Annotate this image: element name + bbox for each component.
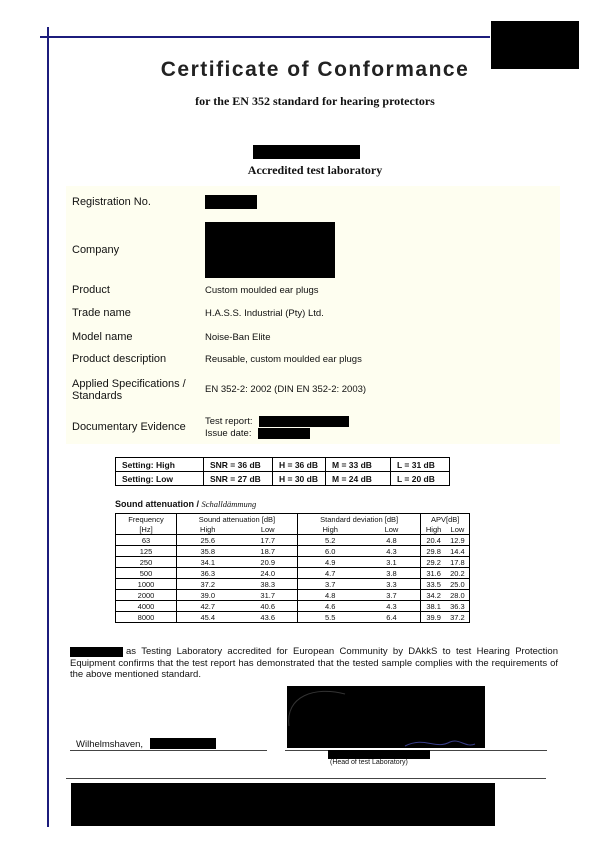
specifications-label: Applied Specifications / Standards [72,378,186,402]
attenuation-header-row: Frequency Sound attenuation [dB] Standard deviation [dB] APV[dB] [116,514,470,525]
product-value: Custom moulded ear plugs [205,285,319,296]
signature-scribble [285,686,485,756]
attenuation-row: 1000 37.2 38.3 3.7 3.3 33.5 25.0 [116,579,470,590]
conformity-statement: as Testing Laboratory accredited for European Community by DAkkS to test Hearing Protection Equipment confirms that the test report has demonstrated that the tested sample complies with the requirements of the above mentioned standard. [70,646,558,680]
attenuation-row: 8000 45.4 43.6 5.5 6.4 39.9 37.2 [116,612,470,623]
certificate-subtitle: for the EN 352 standard for hearing protectors [195,94,435,108]
company-label: Company [72,244,120,256]
attenuation-row: 2000 39.0 31.7 4.8 3.7 34.2 28.0 [116,590,470,601]
lab-title: Accredited test laboratory [247,163,383,177]
place-date-line [70,750,267,751]
redacted-registration-number [205,195,257,209]
certificate-title: Certificate of Conformance [160,58,470,81]
attenuation-table [115,513,470,623]
head-of-lab-caption: (Head of test Laboratory) [330,759,408,766]
attenuation-row: 500 36.3 24.0 4.7 3.8 31.6 20.2 [116,568,470,579]
redacted-lab-name [253,145,360,159]
model-name-value: Noise-Ban Elite [205,332,271,343]
attenuation-row: 63 25.6 17.7 5.2 4.8 20.4 12.9 [116,535,470,546]
attenuation-body [116,535,470,623]
product-description-value: Reusable, custom moulded ear plugs [205,354,362,365]
top-border-line [40,36,490,38]
redacted-issue-date [258,428,310,439]
specifications-value: EN 352-2: 2002 (DIN EN 352-2: 2003) [205,384,367,395]
attenuation-row: 250 34.1 20.9 4.9 3.1 29.2 17.8 [116,557,470,568]
settings-row-low: Setting: Low SNR = 27 dB H = 30 dB M = 24 dB L = 20 dB [116,472,450,486]
redacted-company [205,222,335,278]
redacted-footer [71,783,495,826]
redacted-test-report [259,416,349,427]
model-name-label: Model name [72,331,133,343]
footer-line [66,778,546,779]
product-description-label: Product description [72,353,167,365]
test-report-label: Test report: [205,416,253,427]
left-border-line [47,27,49,827]
settings-table [115,457,450,486]
documentary-evidence-label: Documentary Evidence [72,421,186,433]
attenuation-row: 125 35.8 18.7 6.0 4.3 29.8 14.4 [116,546,470,557]
attenuation-heading: Sound attenuation / Schalldämmung [115,499,257,509]
redacted-date [150,738,216,749]
settings-row-high: Setting: High SNR = 36 dB H = 36 dB M = 33 dB L = 31 dB [116,458,450,472]
product-label: Product [72,284,110,296]
trade-name-value: H.A.S.S. Industrial (Pty) Ltd. [205,308,324,319]
attenuation-subheader-row: [Hz] High Low High Low High Low [116,524,470,535]
redacted-head-name [328,750,430,759]
issue-date-label: Issue date: [205,428,252,439]
attenuation-row: 4000 42.7 40.6 4.6 4.3 38.1 36.3 [116,601,470,612]
signature-place: Wilhelmshaven, [76,739,144,750]
registration-label: Registration No. [72,196,151,208]
trade-name-label: Trade name [72,307,131,319]
